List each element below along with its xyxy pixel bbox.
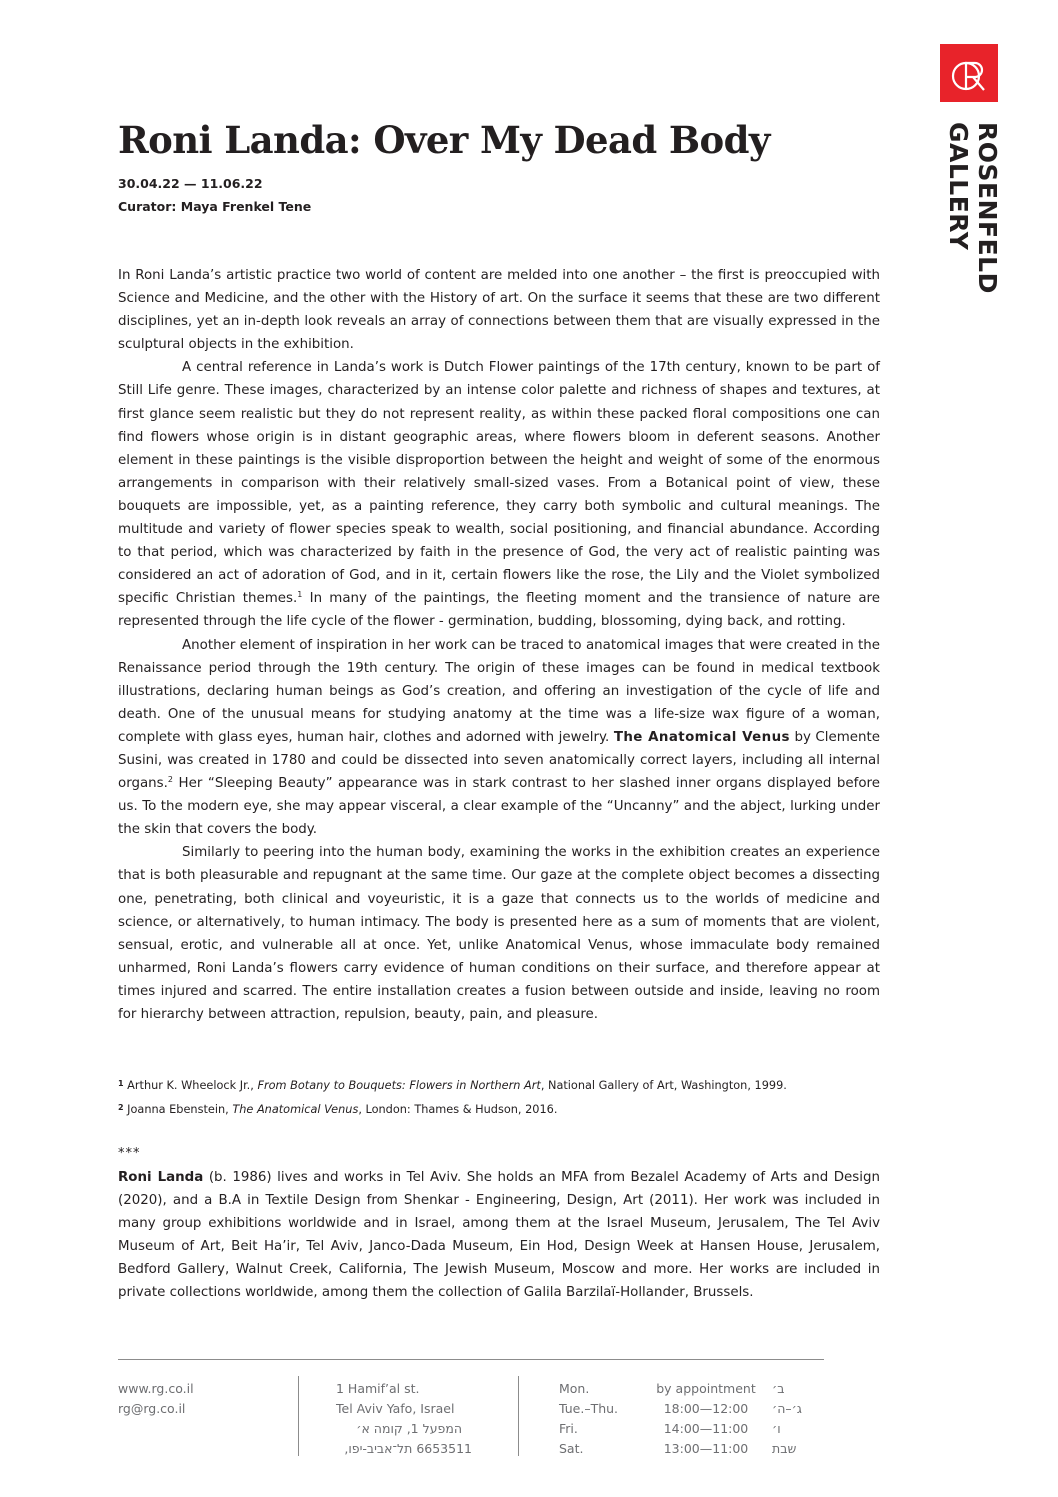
opening-days-hebrew	[772, 1379, 824, 1459]
hours-value: 18:00—12:00	[663, 1401, 749, 1416]
footer-contact	[118, 1379, 194, 1419]
day-label-hebrew: שבת	[772, 1441, 797, 1456]
footnote-1	[118, 1074, 880, 1098]
day-label-hebrew: ג׳–ה׳	[772, 1401, 802, 1416]
hours-value: by appointment	[656, 1381, 756, 1396]
footer-divider	[118, 1359, 824, 1360]
day-label: Tue.–Thu.	[559, 1401, 619, 1416]
footnote-author: Arthur K. Wheelock Jr.,	[127, 1079, 254, 1092]
footer-address	[336, 1379, 472, 1459]
footnote-number: 2	[118, 1102, 124, 1112]
day-label: Fri.	[559, 1421, 578, 1436]
essay-body	[118, 264, 880, 1026]
paragraph-1: In Roni Landa’s artistic practice two world of content are melded into one another – the first is preoccupied with Science and Medicine, and the other with the History of art. On the surface it seems that these are two different disciplines, yet an in-depth look reveals an array of connections between them that are visually expressed in the sculptural objects in the exhibition.	[118, 268, 880, 353]
footer-column-divider	[518, 1376, 519, 1456]
day-label-hebrew: ו׳	[772, 1421, 781, 1436]
page-title: Roni Landa: Over My Dead Body	[118, 118, 770, 162]
paragraph-3-text: Another element of inspiration in her work can be traced to anatomical images that were created in the Renaissance period through the 19th century. The origin of these images can be found in medical textbook illustrations, declaring human beings as God’s creation, and offering an investigation of the cycle of life and death. One of the unusual means for studying anatomy at the time was a life-size wax figure of a woman, complete with glass eyes, human hair, clothes and adorned with jewelry.	[118, 637, 880, 745]
paragraph-3-text-cont: by Clemente Susini, was created in 1780 and could be dissected into seven anatomically correct layers, including all internal organs.	[118, 729, 880, 792]
curator-line: Curator: Maya Frenkel Tene	[118, 199, 312, 214]
paragraph-3-text-end: Her “Sleeping Beauty” appearance was in stark contrast to her slashed inner organs displayed before us. To the modern eye, she may appear visceral, a clear example of the “Uncanny” and the abject, lurking under the skin that covers the body.	[118, 776, 880, 838]
address-line: 1 Hamif’al st.	[336, 1381, 420, 1396]
address-line-hebrew: המפעל 1, קומה א׳	[356, 1421, 462, 1436]
footnote-author: Joanna Ebenstein,	[127, 1102, 229, 1116]
footnote-title: The Anatomical Venus	[232, 1102, 359, 1116]
footnotes	[118, 1074, 880, 1121]
footer-column-divider	[298, 1376, 299, 1456]
wordmark-line-1: ROSENFELD	[973, 122, 1002, 294]
gallery-wordmark	[940, 122, 1002, 332]
footnote-number: 1	[118, 1079, 124, 1088]
rg-monogram-icon	[940, 44, 998, 102]
artist-name: Roni Landa	[118, 1170, 204, 1185]
address-line: Tel Aviv Yafo, Israel	[336, 1401, 455, 1416]
address-line-hebrew: 6653511 תל־אביב-יפו,	[344, 1441, 472, 1456]
artwork-title: The Anatomical Venus	[613, 729, 790, 745]
paragraph-4: Similarly to peering into the human body, examining the works in the exhibition creates an experience that is both pleasurable and repugnant at the same time. Our gaze at the complete object becomes a dissecting one, penetrating, both clinical and voyeuristic, it is a gaze that connects us to the worlds of medicine and science, or alternatively, to human intimacy. The body is presented here as a sum of moments that are violent, sensual, erotic, and vulnerable all at once. Yet, unlike Anatomical Venus, whose immaculate body remained unharmed, Roni Landa’s flowers carry evidence of human conditions on their surface, and therefore appear at times injured and scarred. The entire installation creates a fusion between outside and inside, leaving no room for hierarchy between attraction, repulsion, beauty, pain, and pleasure.	[118, 845, 880, 1022]
day-label-hebrew: ב׳	[772, 1381, 785, 1396]
website-link[interactable]: www.rg.co.il	[118, 1381, 194, 1396]
opening-days	[559, 1379, 618, 1459]
paragraph-3	[118, 634, 880, 842]
opening-hours	[648, 1379, 764, 1459]
footnote-ref-2: 2	[167, 775, 173, 785]
exhibition-dates: 30.04.22 — 11.06.22	[118, 176, 263, 191]
hours-value: 13:00—11:00	[663, 1441, 749, 1456]
footnote-2	[118, 1098, 880, 1122]
footnote-publisher: , London: Thames & Hudson, 2016.	[358, 1102, 558, 1116]
paragraph-2-text: A central reference in Landa’s work is Dutch Flower paintings of the 17th century, known to be part of Still Life genre. These images, characterized by an intense color palette and richness of shapes and textures, at first glance seem realistic but they do not represent reality, as within these packed floral compositions one can find flowers whose origin is in distant geographic areas, where flowers bloom in deferent seasons. Another element in these paintings is the visible disproportion between the height and weight of some of the enormous arrangements in comparison with their relatively small-sized vases. From a Botanical point of view, these bouquets are impossible, yet, as a painting reference, they carry both symbolic and cultural meanings. The multitude and variety of flower species speak to wealth, social positioning, and financial abundance. According to that period, which was characterized by faith in the presence of God, the very act of realistic painting was considered an act of adoration of God, and in it, certain flowers like the rose, the Lily and the Violet symbolized specific Christian themes.	[118, 360, 880, 607]
day-label: Sat.	[559, 1441, 584, 1456]
gallery-logo-mark	[940, 44, 998, 102]
footnote-title: From Botany to Bouquets: Flowers in Northern Art	[257, 1079, 541, 1092]
paragraph-2-text-cont: In many of the paintings, the fleeting moment and the transience of nature are represented through the life cycle of the flower - germination, budding, blossoming, dying back, and rotting.	[118, 591, 880, 630]
section-separator: ***	[118, 1146, 141, 1161]
artist-bio	[118, 1166, 880, 1305]
email-link[interactable]: rg@rg.co.il	[118, 1401, 186, 1416]
footnote-publisher: , National Gallery of Art, Washington, 1999.	[540, 1079, 787, 1092]
artist-bio-text: (b. 1986) lives and works in Tel Aviv. She holds an MFA from Bezalel Academy of Arts and Design (2020), and a B.A in Textile Design from Shenkar - Engineering, Design, Art (2011). Her work was included in many group exhibitions worldwide and in Israel, among them at the Israel Museum, Jerusalem, The Tel Aviv Museum of Art, Beit Ha’ir, Tel Aviv, Janco-Dada Museum, Ein Hod, Design Week at Hansen House, Jerusalem, Bedford Gallery, Walnut Creek, California, The Jewish Museum, Moscow and more. Her works are included in private collections worldwide, among them the collection of Galila Barzilaï-Hollander, Brussels.	[118, 1170, 880, 1301]
hours-value: 14:00—11:00	[663, 1421, 749, 1436]
paragraph-2	[118, 356, 880, 633]
wordmark-line-2: GALLERY	[944, 122, 973, 251]
footnote-ref-1: 1	[297, 590, 303, 600]
day-label: Mon.	[559, 1381, 590, 1396]
